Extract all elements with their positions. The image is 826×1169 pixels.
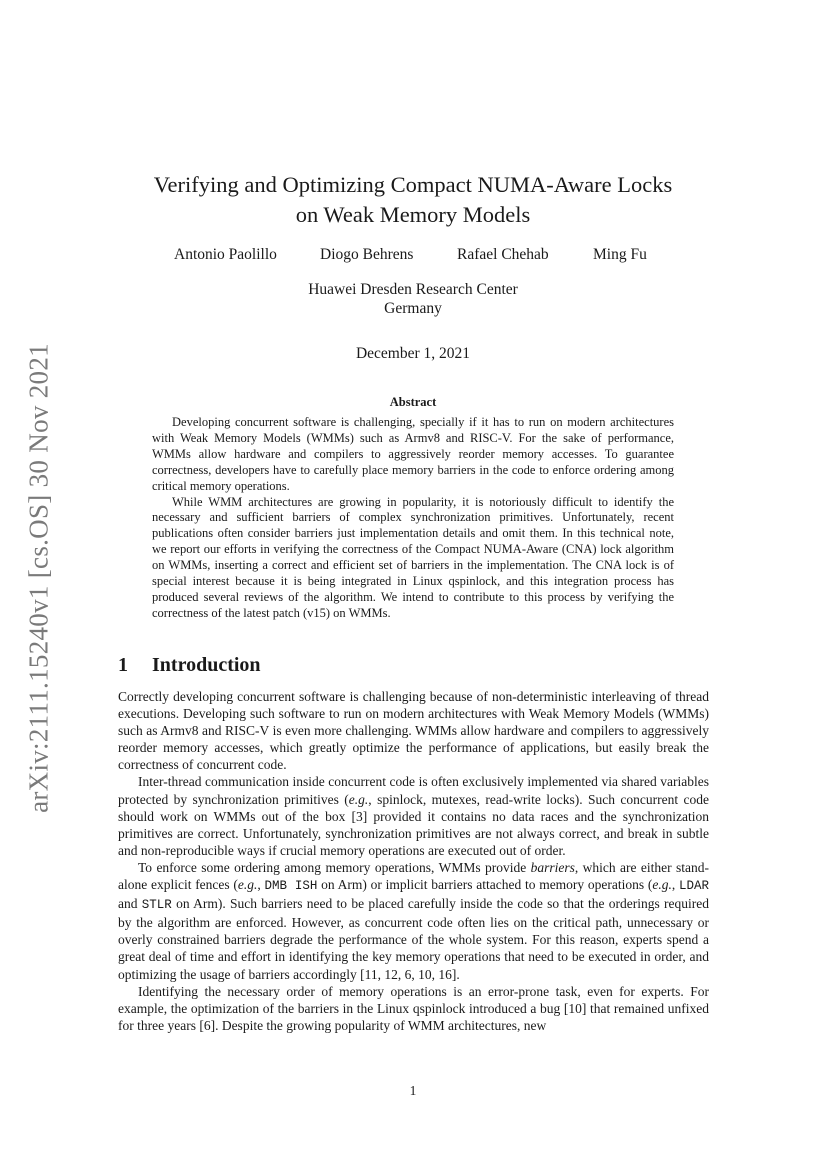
introduction-body bbox=[118, 688, 709, 1034]
arxiv-identifier[interactable]: arXiv:2111.15240v1 [cs.OS] 30 Nov 2021 bbox=[23, 343, 54, 813]
paper-title-line-1: Verifying and Optimizing Compact NUMA-Aware Locks bbox=[153, 172, 673, 197]
term-barriers: barriers bbox=[530, 859, 575, 875]
author-name: Ming Fu bbox=[593, 246, 647, 263]
code-stlr: STLR bbox=[141, 898, 172, 913]
paper-title-line-2: on Weak Memory Models bbox=[295, 202, 531, 227]
intro-paragraph-1: Correctly developing concurrent software is challenging because of non-deterministic interleaving of thread executions. Developing such software to run on modern architectures with Weak Memory Models (WMMs) such as Armv8 and RISC-V is even more challenging. WMMs allow hardware and compilers to aggressively reorder memory accesses, which greatly optimize the performance of applications, but easily break the correctness of concurrent code. bbox=[118, 689, 709, 773]
affiliation-country: Germany bbox=[384, 300, 442, 317]
author-name: Rafael Chehab bbox=[457, 246, 549, 263]
publication-date: December 1, 2021 bbox=[355, 345, 471, 362]
intro-paragraph-4: Identifying the necessary order of memory operations is an error-prone task, even for experts. For example, the optimization of the barriers in the Linux qspinlock introduced a bug [10] that remained unfixed for three years [6]. Despite the growing popularity of WMM architectures, new bbox=[118, 983, 709, 1033]
page-number: 1 bbox=[409, 1083, 417, 1098]
abstract-body bbox=[152, 415, 674, 622]
abstract-heading: Abstract bbox=[389, 395, 437, 409]
section-number: 1 bbox=[118, 654, 128, 676]
abstract-paragraph-1: Developing concurrent software is challenging, specially if it has to run on modern architectures with Weak Memory Models (WMMs) such as Armv8 and RISC-V. For the sake of performance, WMMs allow hardware and compilers to aggressively reorder memory accesses. To guarantee correctness, developers have to carefully place memory barriers in the code to enforce ordering among critical memory operations. bbox=[152, 415, 674, 493]
author-name: Antonio Paolillo bbox=[174, 246, 277, 263]
author-list bbox=[0, 246, 826, 268]
intro-paragraph-3: To enforce some ordering among memory operations, WMMs provide barriers, which are either stand-alone explicit fences (e.g., DMB ISH on Arm) or implicit barriers attached to memory operations (e.g., LDAR and STLR on Arm). Such barriers need to be placed carefully inside the code so that the orderings required by the algorithm are enforced. However, as concurrent code often lies on the critical path, unnecessary or overly constrained barriers degrade the performance of the whole system. For this reason, experts spend a great deal of time and effort in identifying the key memory operations that need to be executed in order, and optimizing the usage of barriers accordingly [11, 12, 6, 10, 16]. bbox=[118, 859, 710, 982]
author-name: Diogo Behrens bbox=[320, 246, 414, 263]
code-dmb-ish: DMB ISH bbox=[264, 879, 318, 894]
section-title: Introduction bbox=[152, 654, 261, 676]
intro-paragraph-2: Inter-thread communication inside concurrent code is often exclusively implemented via shared variables protected by synchronization primitives (e.g., spinlock, mutexes, read-write locks). Such concurrent code should work on WMMs out of the box [3] provided it contains no data races and the synchronization primitives are correct. Unfortunately, synchronization primitives are not always correct, and break in subtle and non-reproducible ways if crucial memory operations are executed out of order. bbox=[118, 774, 709, 858]
affiliation-institution: Huawei Dresden Research Center bbox=[308, 281, 518, 298]
code-ldar: LDAR bbox=[679, 879, 710, 894]
section-heading bbox=[118, 654, 261, 677]
abstract-paragraph-2: While WMM architectures are growing in popularity, it is notoriously difficult to identify the necessary and sufficient barriers of complex synchronization primitives. Unfortunately, recent publications often consider barriers just implementation details and omit them. In this technical note, we report our efforts in verifying the correctness of the Compact NUMA-Aware (CNA) lock algorithm on WMMs, inserting a correct and efficient set of barriers in the implementation. The CNA lock is of special interest because it is being integrated in Linux qspinlock, and this integration process has produced several reviews of the algorithm. We intend to contribute to this process by verifying the correctness of the latest patch (v15) on WMMs. bbox=[152, 494, 674, 620]
